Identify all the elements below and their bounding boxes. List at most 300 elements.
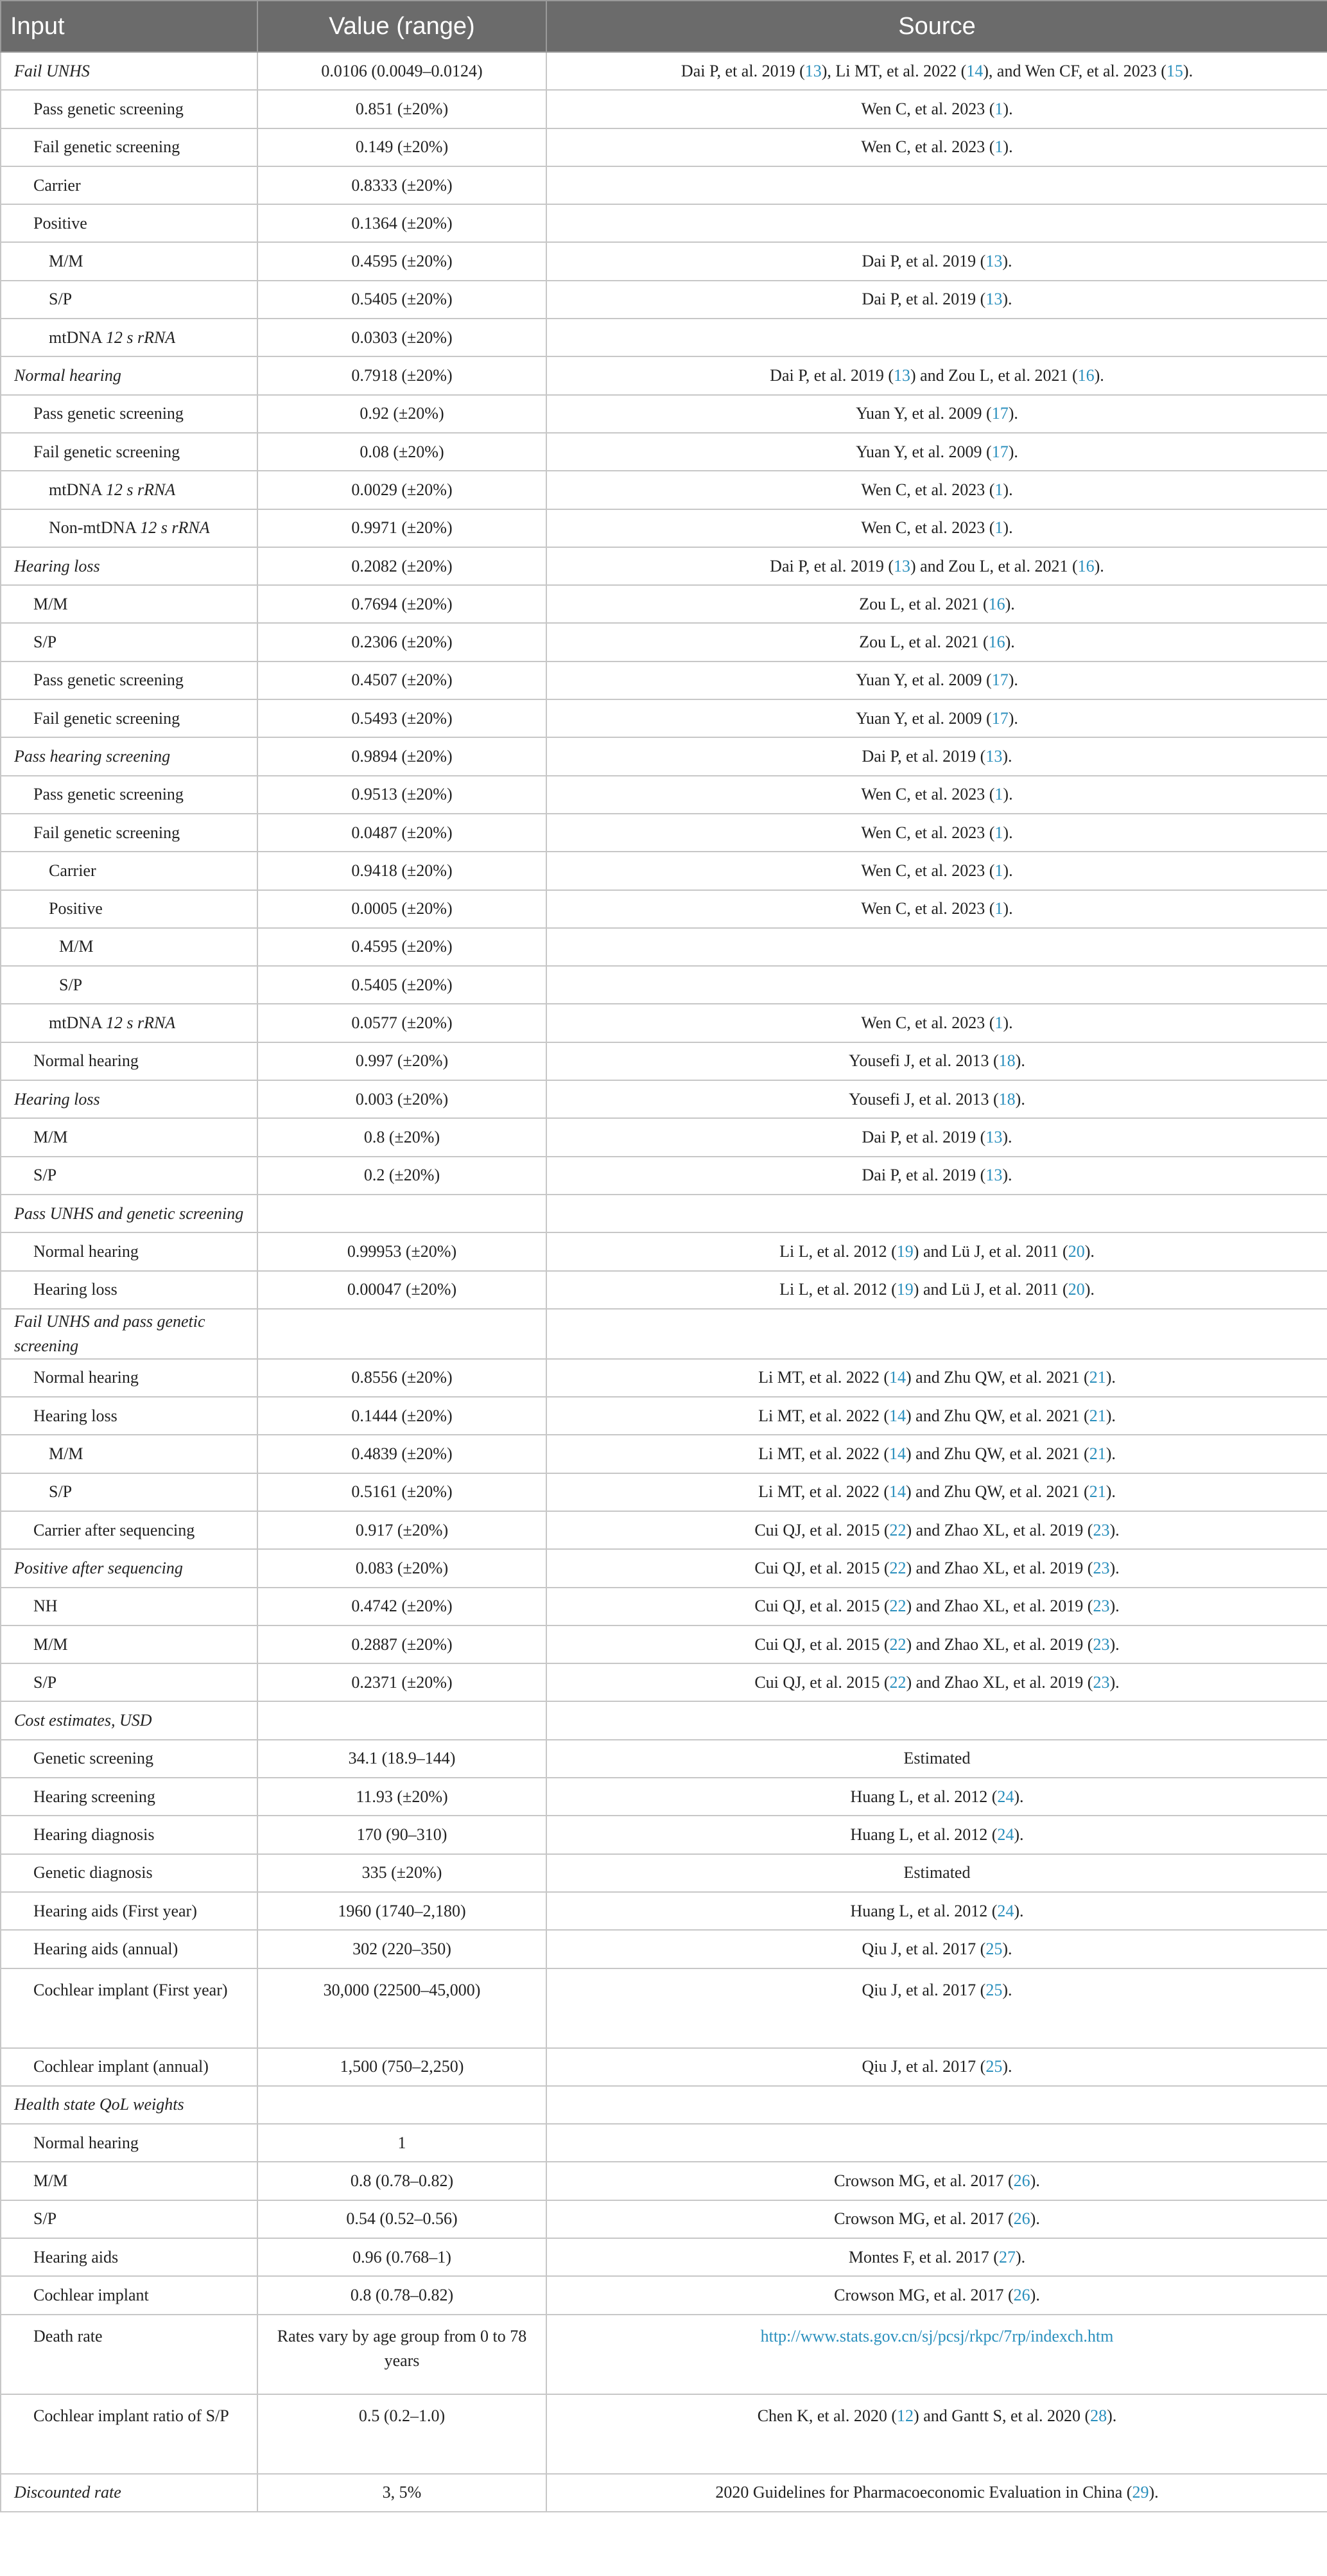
value-cell — [257, 1854, 546, 1892]
reference-link[interactable]: 13 — [985, 1127, 1003, 1146]
source-cell — [546, 1892, 1327, 1930]
source-text: Wen C, et al. 2023 ( — [861, 785, 995, 804]
input-label: Hearing loss — [33, 1406, 117, 1425]
value-cell — [257, 623, 546, 661]
source-text: ). — [1014, 1787, 1024, 1806]
source-text: Wen C, et al. 2023 ( — [861, 861, 995, 880]
value-cell — [257, 1473, 546, 1511]
value-text: 0.003 (±20%) — [355, 1089, 449, 1108]
source-text: ). — [1002, 1166, 1012, 1185]
value-cell — [257, 395, 546, 433]
table-row — [1, 2200, 1327, 2238]
source-text: Estimated — [903, 1749, 971, 1768]
input-cell — [1, 90, 257, 128]
source-text: 2020 Guidelines for Pharmacoeconomic Evaluation in China ( — [715, 2483, 1132, 2502]
reference-link[interactable]: 1 — [994, 518, 1003, 538]
source-cell — [546, 1511, 1327, 1549]
reference-link[interactable]: 1 — [994, 823, 1003, 842]
value-cell — [257, 737, 546, 775]
source-text: Huang L, et al. 2012 ( — [850, 1901, 998, 1920]
value-cell — [257, 1511, 546, 1549]
source-text: Huang L, et al. 2012 ( — [850, 1825, 998, 1844]
source-cell — [546, 128, 1327, 166]
table-row — [1, 737, 1327, 775]
value-cell — [257, 356, 546, 394]
value-cell — [257, 966, 546, 1004]
reference-link[interactable]: 21 — [1089, 1482, 1106, 1502]
source-text: Cui QJ, et al. 2015 ( — [754, 1672, 890, 1692]
source-cell — [546, 2315, 1327, 2394]
value-text: 0.08 (±20%) — [360, 442, 444, 461]
source-cell — [546, 166, 1327, 204]
source-cell — [546, 1080, 1327, 1118]
reference-link[interactable]: 20 — [1068, 1280, 1085, 1299]
value-cell — [257, 2394, 546, 2474]
source-cell — [546, 1701, 1327, 1739]
source-cell — [546, 1816, 1327, 1853]
input-cell — [1, 1042, 257, 1080]
source-cell — [546, 852, 1327, 889]
value-cell — [257, 1004, 546, 1042]
reference-link[interactable]: 17 — [991, 708, 1009, 728]
source-text: ). — [1003, 785, 1013, 804]
value-text: 0.149 (±20%) — [355, 137, 449, 157]
reference-link[interactable]: http://www.stats.gov.cn/sj/pcsj/rkpc/7rp/indexch.htm — [760, 2326, 1114, 2345]
value-cell — [257, 2124, 546, 2162]
table-row — [1, 509, 1327, 547]
value-cell — [257, 128, 546, 166]
value-cell — [257, 814, 546, 852]
source-text: ), Li MT, et al. 2022 ( — [821, 61, 967, 80]
value-cell — [257, 1118, 546, 1156]
input-label: S/P — [49, 290, 73, 309]
source-text: Zou L, et al. 2021 ( — [859, 594, 989, 613]
source-cell — [546, 471, 1327, 509]
input-label: Genetic diagnosis — [33, 1863, 153, 1882]
reference-link[interactable]: 25 — [985, 1939, 1003, 1958]
section-row — [1, 1701, 1327, 1739]
table-row — [1, 1511, 1327, 1549]
source-text: ). — [1003, 137, 1013, 157]
value-cell — [257, 2474, 546, 2512]
value-cell — [257, 1271, 546, 1309]
source-cell — [546, 1397, 1327, 1435]
input-cell — [1, 52, 257, 90]
input-cell — [1, 2394, 257, 2474]
input-cell — [1, 852, 257, 889]
source-text: ) and Lü J, et al. 2011 ( — [913, 1241, 1068, 1261]
table-row — [1, 128, 1327, 166]
source-text: ) and Zou L, et al. 2021 ( — [910, 366, 1078, 385]
source-cell — [546, 776, 1327, 814]
reference-link[interactable]: 14 — [889, 1482, 906, 1502]
input-label-part: mtDNA — [49, 480, 106, 499]
input-cell — [1, 2162, 257, 2200]
table-row — [1, 1892, 1327, 1930]
value-cell — [257, 890, 546, 928]
value-cell — [257, 204, 546, 242]
source-text: ). — [1183, 61, 1193, 80]
table-row — [1, 585, 1327, 623]
value-cell — [257, 547, 546, 585]
reference-link[interactable]: 13 — [893, 556, 910, 575]
reference-link[interactable]: 16 — [988, 594, 1005, 613]
input-cell — [1, 1271, 257, 1309]
reference-link[interactable]: 1 — [994, 861, 1003, 880]
table-row — [1, 1473, 1327, 1511]
value-cell — [257, 90, 546, 128]
source-text: Yousefi J, et al. 2013 ( — [849, 1089, 999, 1108]
value-cell — [257, 776, 546, 814]
reference-link[interactable]: 13 — [985, 252, 1003, 271]
source-text: Qiu J, et al. 2017 ( — [862, 1980, 986, 1999]
source-text: Yuan Y, et al. 2009 ( — [856, 708, 992, 728]
value-text: 1,500 (750–2,250) — [340, 2057, 464, 2076]
source-text: Wen C, et al. 2023 ( — [861, 137, 995, 157]
source-text: Li MT, et al. 2022 ( — [758, 1482, 889, 1502]
input-cell — [1, 2124, 257, 2162]
value-text: 30,000 (22500–45,000) — [323, 1980, 481, 1999]
table-row — [1, 1397, 1327, 1435]
reference-link[interactable]: 1 — [994, 480, 1003, 499]
source-cell — [546, 1473, 1327, 1511]
source-cell — [546, 1435, 1327, 1473]
reference-link[interactable]: 17 — [991, 404, 1009, 423]
value-text: 0.997 (±20%) — [355, 1051, 449, 1071]
reference-link[interactable]: 23 — [1093, 1634, 1110, 1654]
reference-link[interactable]: 24 — [997, 1825, 1014, 1844]
input-label: Death rate — [33, 2326, 103, 2345]
source-text: ). — [1003, 899, 1013, 918]
source-text: Yuan Y, et al. 2009 ( — [856, 404, 992, 423]
reference-link[interactable]: 13 — [893, 366, 910, 385]
input-label: Fail genetic screening — [33, 442, 180, 461]
source-text: ). — [1008, 708, 1018, 728]
table-row — [1, 1004, 1327, 1042]
input-cell — [1, 395, 257, 433]
value-text: 0.2371 (±20%) — [351, 1672, 453, 1692]
source-text: Montes F, et al. 2017 ( — [848, 2247, 999, 2266]
source-text: Cui QJ, et al. 2015 ( — [754, 1558, 890, 1577]
input-label: Normal hearing — [33, 1368, 139, 1387]
reference-link[interactable]: 20 — [1068, 1241, 1085, 1261]
reference-link[interactable]: 23 — [1093, 1597, 1110, 1616]
reference-link[interactable]: 17 — [991, 670, 1009, 690]
value-text: 0.8556 (±20%) — [351, 1368, 453, 1387]
source-text: ) and Zhu QW, et al. 2021 ( — [906, 1368, 1089, 1387]
source-text: ). — [1109, 1558, 1120, 1577]
reference-link[interactable]: 1 — [994, 899, 1003, 918]
reference-link[interactable]: 13 — [985, 746, 1003, 766]
reference-link[interactable]: 22 — [889, 1558, 906, 1577]
table-row — [1, 1232, 1327, 1270]
input-cell — [1, 1004, 257, 1042]
table-row — [1, 547, 1327, 585]
input-cell — [1, 928, 257, 966]
reference-link[interactable]: 16 — [1077, 366, 1095, 385]
reference-link[interactable]: 23 — [1093, 1520, 1110, 1539]
input-label: M/M — [49, 1444, 83, 1464]
reference-link[interactable]: 24 — [997, 1901, 1014, 1920]
source-text: Li MT, et al. 2022 ( — [758, 1444, 889, 1464]
value-cell — [257, 2200, 546, 2238]
table-row — [1, 1157, 1327, 1195]
input-cell — [1, 1740, 257, 1778]
reference-link[interactable]: 18 — [998, 1089, 1016, 1108]
value-cell — [257, 928, 546, 966]
input-cell — [1, 2474, 257, 2512]
reference-link[interactable]: 13 — [985, 290, 1003, 309]
section-label: Fail UNHS and pass genetic screening — [14, 1311, 205, 1355]
value-cell — [257, 1588, 546, 1625]
input-cell — [1, 1892, 257, 1930]
table-row — [1, 1740, 1327, 1778]
source-cell — [546, 2276, 1327, 2314]
value-cell — [257, 1701, 546, 1739]
table-row — [1, 2315, 1327, 2394]
input-label: Normal hearing — [33, 1241, 139, 1261]
value-text: 0.1364 (±20%) — [351, 213, 453, 232]
source-cell — [546, 204, 1327, 242]
reference-link[interactable]: 14 — [889, 1444, 906, 1464]
value-text: 0.54 (0.52–0.56) — [346, 2209, 458, 2229]
input-label: Normal hearing — [33, 1051, 139, 1071]
source-text: ). — [1002, 252, 1012, 271]
input-label: Hearing loss — [14, 1089, 100, 1108]
input-label: Normal hearing — [33, 2133, 139, 2152]
source-text: Li MT, et al. 2022 ( — [758, 1406, 889, 1425]
input-label: Carrier after sequencing — [33, 1520, 195, 1539]
value-cell — [257, 1157, 546, 1195]
input-cell — [1, 509, 257, 547]
reference-link[interactable]: 22 — [889, 1597, 906, 1616]
source-cell — [546, 1359, 1327, 1397]
source-text: ). — [1094, 556, 1104, 575]
input-label: Hearing aids — [33, 2247, 119, 2266]
reference-link[interactable]: 14 — [889, 1406, 906, 1425]
source-cell — [546, 509, 1327, 547]
source-cell — [546, 585, 1327, 623]
source-cell — [546, 1663, 1327, 1701]
reference-link[interactable]: 27 — [998, 2247, 1016, 2266]
section-label: Health state QoL weights — [14, 2095, 184, 2114]
reference-link[interactable]: 17 — [991, 442, 1009, 461]
source-text: Cui QJ, et al. 2015 ( — [754, 1520, 890, 1539]
value-cell — [257, 1232, 546, 1270]
value-cell — [257, 1359, 546, 1397]
source-text: ). — [1015, 1051, 1025, 1071]
source-text: ). — [1005, 633, 1015, 652]
reference-link[interactable]: 14 — [966, 61, 984, 80]
reference-link[interactable]: 19 — [896, 1280, 914, 1299]
input-cell — [1, 1309, 257, 1359]
value-cell — [257, 1309, 546, 1359]
value-text: 0.4839 (±20%) — [351, 1444, 453, 1464]
source-text: Wen C, et al. 2023 ( — [861, 480, 995, 499]
source-cell — [546, 1588, 1327, 1625]
source-cell — [546, 2162, 1327, 2200]
value-cell — [257, 52, 546, 90]
reference-link[interactable]: 16 — [988, 633, 1005, 652]
input-cell — [1, 356, 257, 394]
value-cell — [257, 852, 546, 889]
source-text: Dai P, et al. 2019 ( — [862, 1127, 986, 1146]
reference-link[interactable]: 25 — [985, 2057, 1003, 2076]
source-cell — [546, 395, 1327, 433]
table-row — [1, 1435, 1327, 1473]
reference-link[interactable]: 22 — [889, 1672, 906, 1692]
source-cell — [546, 2474, 1327, 2512]
reference-link[interactable]: 21 — [1089, 1368, 1106, 1387]
reference-link[interactable]: 21 — [1089, 1444, 1106, 1464]
input-cell — [1, 1663, 257, 1701]
source-cell — [546, 2124, 1327, 2162]
reference-link[interactable]: 15 — [1166, 61, 1183, 80]
reference-link[interactable]: 13 — [985, 1166, 1003, 1185]
source-text: ). — [1003, 99, 1013, 118]
value-cell — [257, 1930, 546, 1968]
value-cell — [257, 1397, 546, 1435]
value-cell — [257, 509, 546, 547]
input-label: S/P — [33, 633, 57, 652]
input-cell — [1, 281, 257, 319]
reference-link[interactable]: 19 — [896, 1241, 914, 1261]
reference-link[interactable]: 22 — [889, 1520, 906, 1539]
input-cell — [1, 2048, 257, 2086]
reference-link[interactable]: 22 — [889, 1634, 906, 1654]
input-cell — [1, 1549, 257, 1587]
table-row — [1, 2048, 1327, 2086]
input-label: S/P — [33, 1672, 57, 1692]
value-text: 0.9513 (±20%) — [351, 785, 453, 804]
source-cell — [546, 662, 1327, 699]
table-header-row — [1, 1, 1327, 52]
input-label: Pass genetic screening — [33, 785, 184, 804]
value-text: 0.5161 (±20%) — [351, 1482, 453, 1502]
source-text: ). — [1030, 2209, 1040, 2229]
input-cell — [1, 547, 257, 585]
source-text: ) and Zou L, et al. 2021 ( — [910, 556, 1078, 575]
source-text: Yuan Y, et al. 2009 ( — [856, 442, 992, 461]
input-cell — [1, 1588, 257, 1625]
value-cell — [257, 1968, 546, 2048]
reference-link[interactable]: 1 — [994, 99, 1003, 118]
table-row — [1, 166, 1327, 204]
value-text: 0.9971 (±20%) — [351, 518, 453, 538]
reference-link[interactable]: 16 — [1077, 556, 1095, 575]
value-text: 0.5493 (±20%) — [351, 708, 453, 728]
table-row — [1, 204, 1327, 242]
input-label: Hearing aids (annual) — [33, 1939, 178, 1958]
source-cell — [546, 1549, 1327, 1587]
value-text: 0.2306 (±20%) — [351, 633, 453, 652]
reference-link[interactable]: 1 — [994, 1013, 1003, 1033]
reference-link[interactable]: 18 — [998, 1051, 1016, 1071]
value-text: 0.7918 (±20%) — [351, 366, 453, 385]
reference-link[interactable]: 29 — [1132, 2483, 1149, 2502]
value-cell — [257, 2048, 546, 2086]
input-cell — [1, 319, 257, 356]
input-cell — [1, 1118, 257, 1156]
reference-link[interactable]: 1 — [994, 785, 1003, 804]
input-label: Pass genetic screening — [33, 404, 184, 423]
input-label: S/P — [33, 2209, 57, 2229]
reference-link[interactable]: 26 — [1013, 2285, 1030, 2304]
input-cell — [1, 1397, 257, 1435]
value-text: 0.92 (±20%) — [360, 404, 444, 423]
value-text: Rates vary by age group from 0 to 78 years — [277, 2326, 527, 2370]
value-text: 0.9418 (±20%) — [351, 861, 453, 880]
input-label-part: Non-mtDNA — [49, 518, 141, 538]
value-text: 1960 (1740–2,180) — [338, 1901, 466, 1920]
source-cell — [546, 319, 1327, 356]
reference-link[interactable]: 26 — [1013, 2171, 1030, 2191]
value-text: 0.9894 (±20%) — [351, 746, 453, 766]
source-cell — [546, 1232, 1327, 1270]
reference-link[interactable]: 25 — [985, 1980, 1003, 1999]
input-label: Fail genetic screening — [33, 137, 180, 157]
reference-link[interactable]: 23 — [1093, 1672, 1110, 1692]
reference-link[interactable]: 21 — [1089, 1406, 1106, 1425]
reference-link[interactable]: 23 — [1093, 1558, 1110, 1577]
source-text: Li L, et al. 2012 ( — [779, 1241, 897, 1261]
value-cell — [257, 1816, 546, 1853]
table-row — [1, 433, 1327, 471]
source-text: ). — [1084, 1280, 1095, 1299]
value-cell — [257, 1663, 546, 1701]
reference-link[interactable]: 14 — [889, 1368, 906, 1387]
value-text: 0.2 (±20%) — [363, 1166, 440, 1185]
source-cell — [546, 1625, 1327, 1663]
reference-link[interactable]: 1 — [994, 137, 1003, 157]
value-text: 0.00047 (±20%) — [347, 1280, 457, 1299]
source-text: ). — [1002, 1939, 1012, 1958]
source-text: ). — [1002, 2057, 1012, 2076]
value-cell — [257, 585, 546, 623]
value-cell — [257, 699, 546, 737]
table-row — [1, 2474, 1327, 2512]
table-row — [1, 2394, 1327, 2474]
table-row — [1, 814, 1327, 852]
value-text: 11.93 (±20%) — [356, 1787, 448, 1806]
reference-link[interactable]: 28 — [1090, 2406, 1107, 2425]
source-text: Dai P, et al. 2019 ( — [862, 746, 986, 766]
reference-link[interactable]: 13 — [804, 61, 822, 80]
input-cell — [1, 1232, 257, 1270]
reference-link[interactable]: 12 — [897, 2406, 914, 2425]
input-label: Hearing loss — [14, 556, 100, 575]
source-cell — [546, 1740, 1327, 1778]
input-cell — [1, 1816, 257, 1853]
value-text: 0.8 (±20%) — [363, 1127, 440, 1146]
source-text: Crowson MG, et al. 2017 ( — [834, 2285, 1014, 2304]
input-cell — [1, 966, 257, 1004]
input-cell — [1, 1701, 257, 1739]
table-row — [1, 1080, 1327, 1118]
table-row — [1, 1118, 1327, 1156]
input-label: Hearing diagnosis — [33, 1825, 155, 1844]
reference-link[interactable]: 26 — [1013, 2209, 1030, 2229]
input-label: Positive — [49, 899, 103, 918]
source-cell — [546, 356, 1327, 394]
table-row — [1, 90, 1327, 128]
input-label: M/M — [33, 1127, 68, 1146]
value-text: 0.7694 (±20%) — [351, 594, 453, 613]
reference-link[interactable]: 24 — [997, 1787, 1014, 1806]
value-cell — [257, 281, 546, 319]
source-cell — [546, 1157, 1327, 1195]
source-text: Wen C, et al. 2023 ( — [861, 99, 995, 118]
